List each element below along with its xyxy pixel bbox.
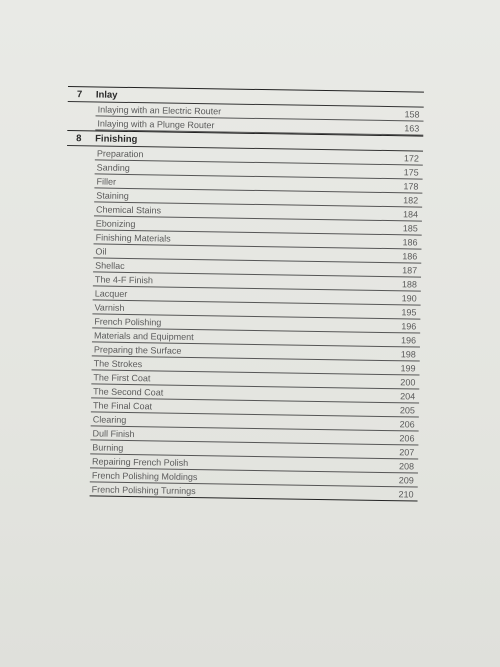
chapter-title: Finishing: [95, 132, 138, 145]
entry-title: The Second Coat: [93, 386, 164, 398]
entry-title: Inlaying with an Electric Router: [97, 104, 222, 117]
entry-page-number: 178: [403, 181, 419, 192]
entry-page-number: 163: [404, 123, 420, 134]
entry-title: The 4-F Finish: [94, 274, 154, 286]
entry-page-number: 158: [404, 109, 420, 120]
entry-page-number: 206: [399, 419, 415, 430]
entry-title: Finishing Materials: [95, 232, 171, 244]
entry-page-number: 186: [402, 237, 418, 248]
entry-page-number: 188: [401, 279, 418, 290]
entry-page-number: 205: [399, 405, 416, 416]
entry-page-number: 186: [402, 251, 418, 262]
entry-title: The Final Coat: [92, 400, 153, 412]
table-of-contents: [62, 86, 424, 502]
entry-title: French Polishing Moldings: [91, 470, 198, 483]
entry-page-number: 207: [399, 447, 415, 458]
entry-page-number: 182: [403, 195, 419, 206]
entry-page-number: 204: [400, 391, 416, 402]
entry-title: Chemical Stains: [95, 204, 162, 216]
entry-page-number: 187: [402, 265, 418, 276]
entry-page-number: 198: [400, 349, 416, 360]
entry-page-number: 206: [399, 433, 415, 444]
entry-title: The First Coat: [93, 372, 151, 384]
entry-title: Lacquer: [94, 288, 128, 299]
chapter-title: Inlay: [95, 88, 118, 101]
entry-page-number: 208: [398, 461, 415, 472]
entry-page-number: 196: [400, 335, 417, 346]
entry-list: [62, 146, 423, 502]
entry-title: Preparing the Surface: [93, 344, 182, 356]
entry-page-number: 209: [398, 475, 414, 486]
entry-title: French Polishing: [94, 316, 162, 328]
entry-page-number: 175: [403, 167, 419, 178]
entry-title: Materials and Equipment: [94, 330, 194, 343]
entry-title: Varnish: [94, 302, 125, 313]
entry-title: Staining: [96, 190, 129, 201]
entry-title: Shellac: [95, 260, 125, 271]
entry-title: French Polishing Turnings: [91, 484, 196, 497]
chapter-section: [62, 130, 424, 502]
entry-page-number: 199: [400, 363, 416, 374]
entry-page-number: 172: [403, 153, 419, 164]
entry-page-number: 200: [400, 377, 416, 388]
entry-title: Repairing French Polish: [92, 456, 189, 468]
entry-title: Burning: [92, 442, 124, 453]
entry-page-number: 210: [398, 489, 414, 500]
entry-page-number: 196: [401, 321, 417, 332]
entry-title: Clearing: [92, 414, 127, 425]
entry-title: Preparation: [96, 148, 144, 160]
chapter-number: 7: [76, 88, 83, 100]
entry-title: Oil: [95, 246, 107, 257]
entry-title: The Strokes: [93, 358, 143, 370]
chapter-section: [67, 86, 424, 136]
entry-page-number: 185: [402, 223, 418, 234]
entry-title: Inlaying with a Plunge Router: [97, 118, 215, 131]
entry-title: Dull Finish: [92, 428, 135, 440]
entry-title: Sanding: [96, 162, 130, 173]
entry-title: Ebonizing: [95, 218, 136, 230]
entry-page-number: 190: [401, 293, 417, 304]
entry-page-number: 184: [402, 209, 419, 220]
chapter-number: 8: [76, 132, 82, 144]
entry-page-number: 195: [401, 307, 417, 318]
entry-title: Filler: [96, 176, 117, 187]
